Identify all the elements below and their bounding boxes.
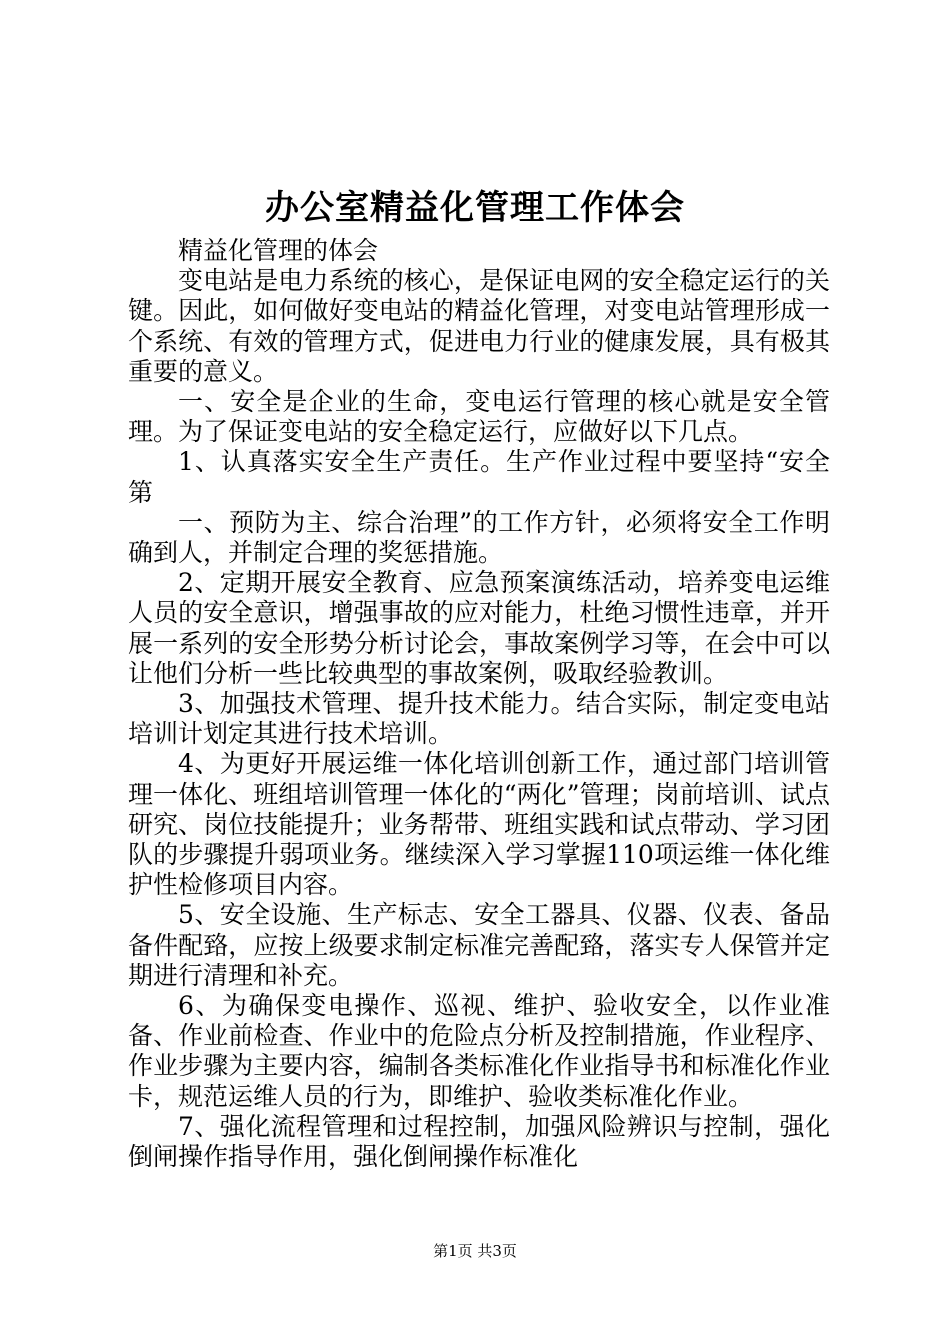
paragraph-item-1: 1、认真落实安全生产责任。生产作业过程中要坚持“安全第 [128,447,830,507]
document-title: 办公室精益化管理工作体会 [265,188,685,228]
document-body [128,236,830,1172]
page-number-footer: 第1页 共3页 [433,1242,517,1260]
paragraph-subtitle: 精益化管理的体会 [178,236,379,265]
paragraph-item-4: 4、为更好开展运维一体化培训创新工作，通过部门培训管理一体化、班组培训管理一体化的“两化”管理；岗前培训、试点研究、岗位技能提升；业务帮带、班组实践和试点带动、学习团队的步骤提升弱项业务。继续深入学习掌握110项运维一体化维护性检修项目内容。 [128,749,830,900]
paragraph-item-6: 6、为确保变电操作、巡视、维护、验收安全，以作业准备、作业前检查、作业中的危险点分析及控制措施，作业程序、作业步骤为主要内容，编制各类标准化作业指导书和标准化作业卡，规范运维人员的行为，即维护、验收类标准化作业。 [128,991,830,1111]
paragraph-section-one: 一、安全是企业的生命，变电运行管理的核心就是安全管理。为了保证变电站的安全稳定运行，应做好以下几点。 [128,387,830,447]
paragraph-item-7: 7、强化流程管理和过程控制，加强风险辨识与控制，强化倒闸操作指导作用，强化倒闸操作标准化 [128,1111,830,1172]
paragraph-item-2: 2、定期开展安全教育、应急预案演练活动，培养变电运维人员的安全意识，增强事故的应对能力，杜绝习惯性违章，并开展一系列的安全形势分析讨论会，事故案例学习等，在会中可以让他们分析一些比较典型的事故案例，吸取经验教训。 [128,568,830,688]
paragraph-item-5: 5、安全设施、生产标志、安全工器具、仪器、仪表、备品备件配臵，应按上级要求制定标准完善配臵，落实专人保管并定期进行清理和补充。 [128,900,830,990]
paragraph-item-1-continued: 一、预防为主、综合治理”的工作方针，必须将安全工作明确到人，并制定合理的奖惩措施。 [128,507,830,568]
paragraph-item-3: 3、加强技术管理、提升技术能力。结合实际，制定变电站培训计划定其进行技术培训。 [128,689,830,749]
paragraph-intro: 变电站是电力系统的核心，是保证电网的安全稳定运行的关键。因此，如何做好变电站的精益化管理，对变电站管理形成一个系统、有效的管理方式，促进电力行业的健康发展，具有极其重要的意义。 [128,266,830,386]
